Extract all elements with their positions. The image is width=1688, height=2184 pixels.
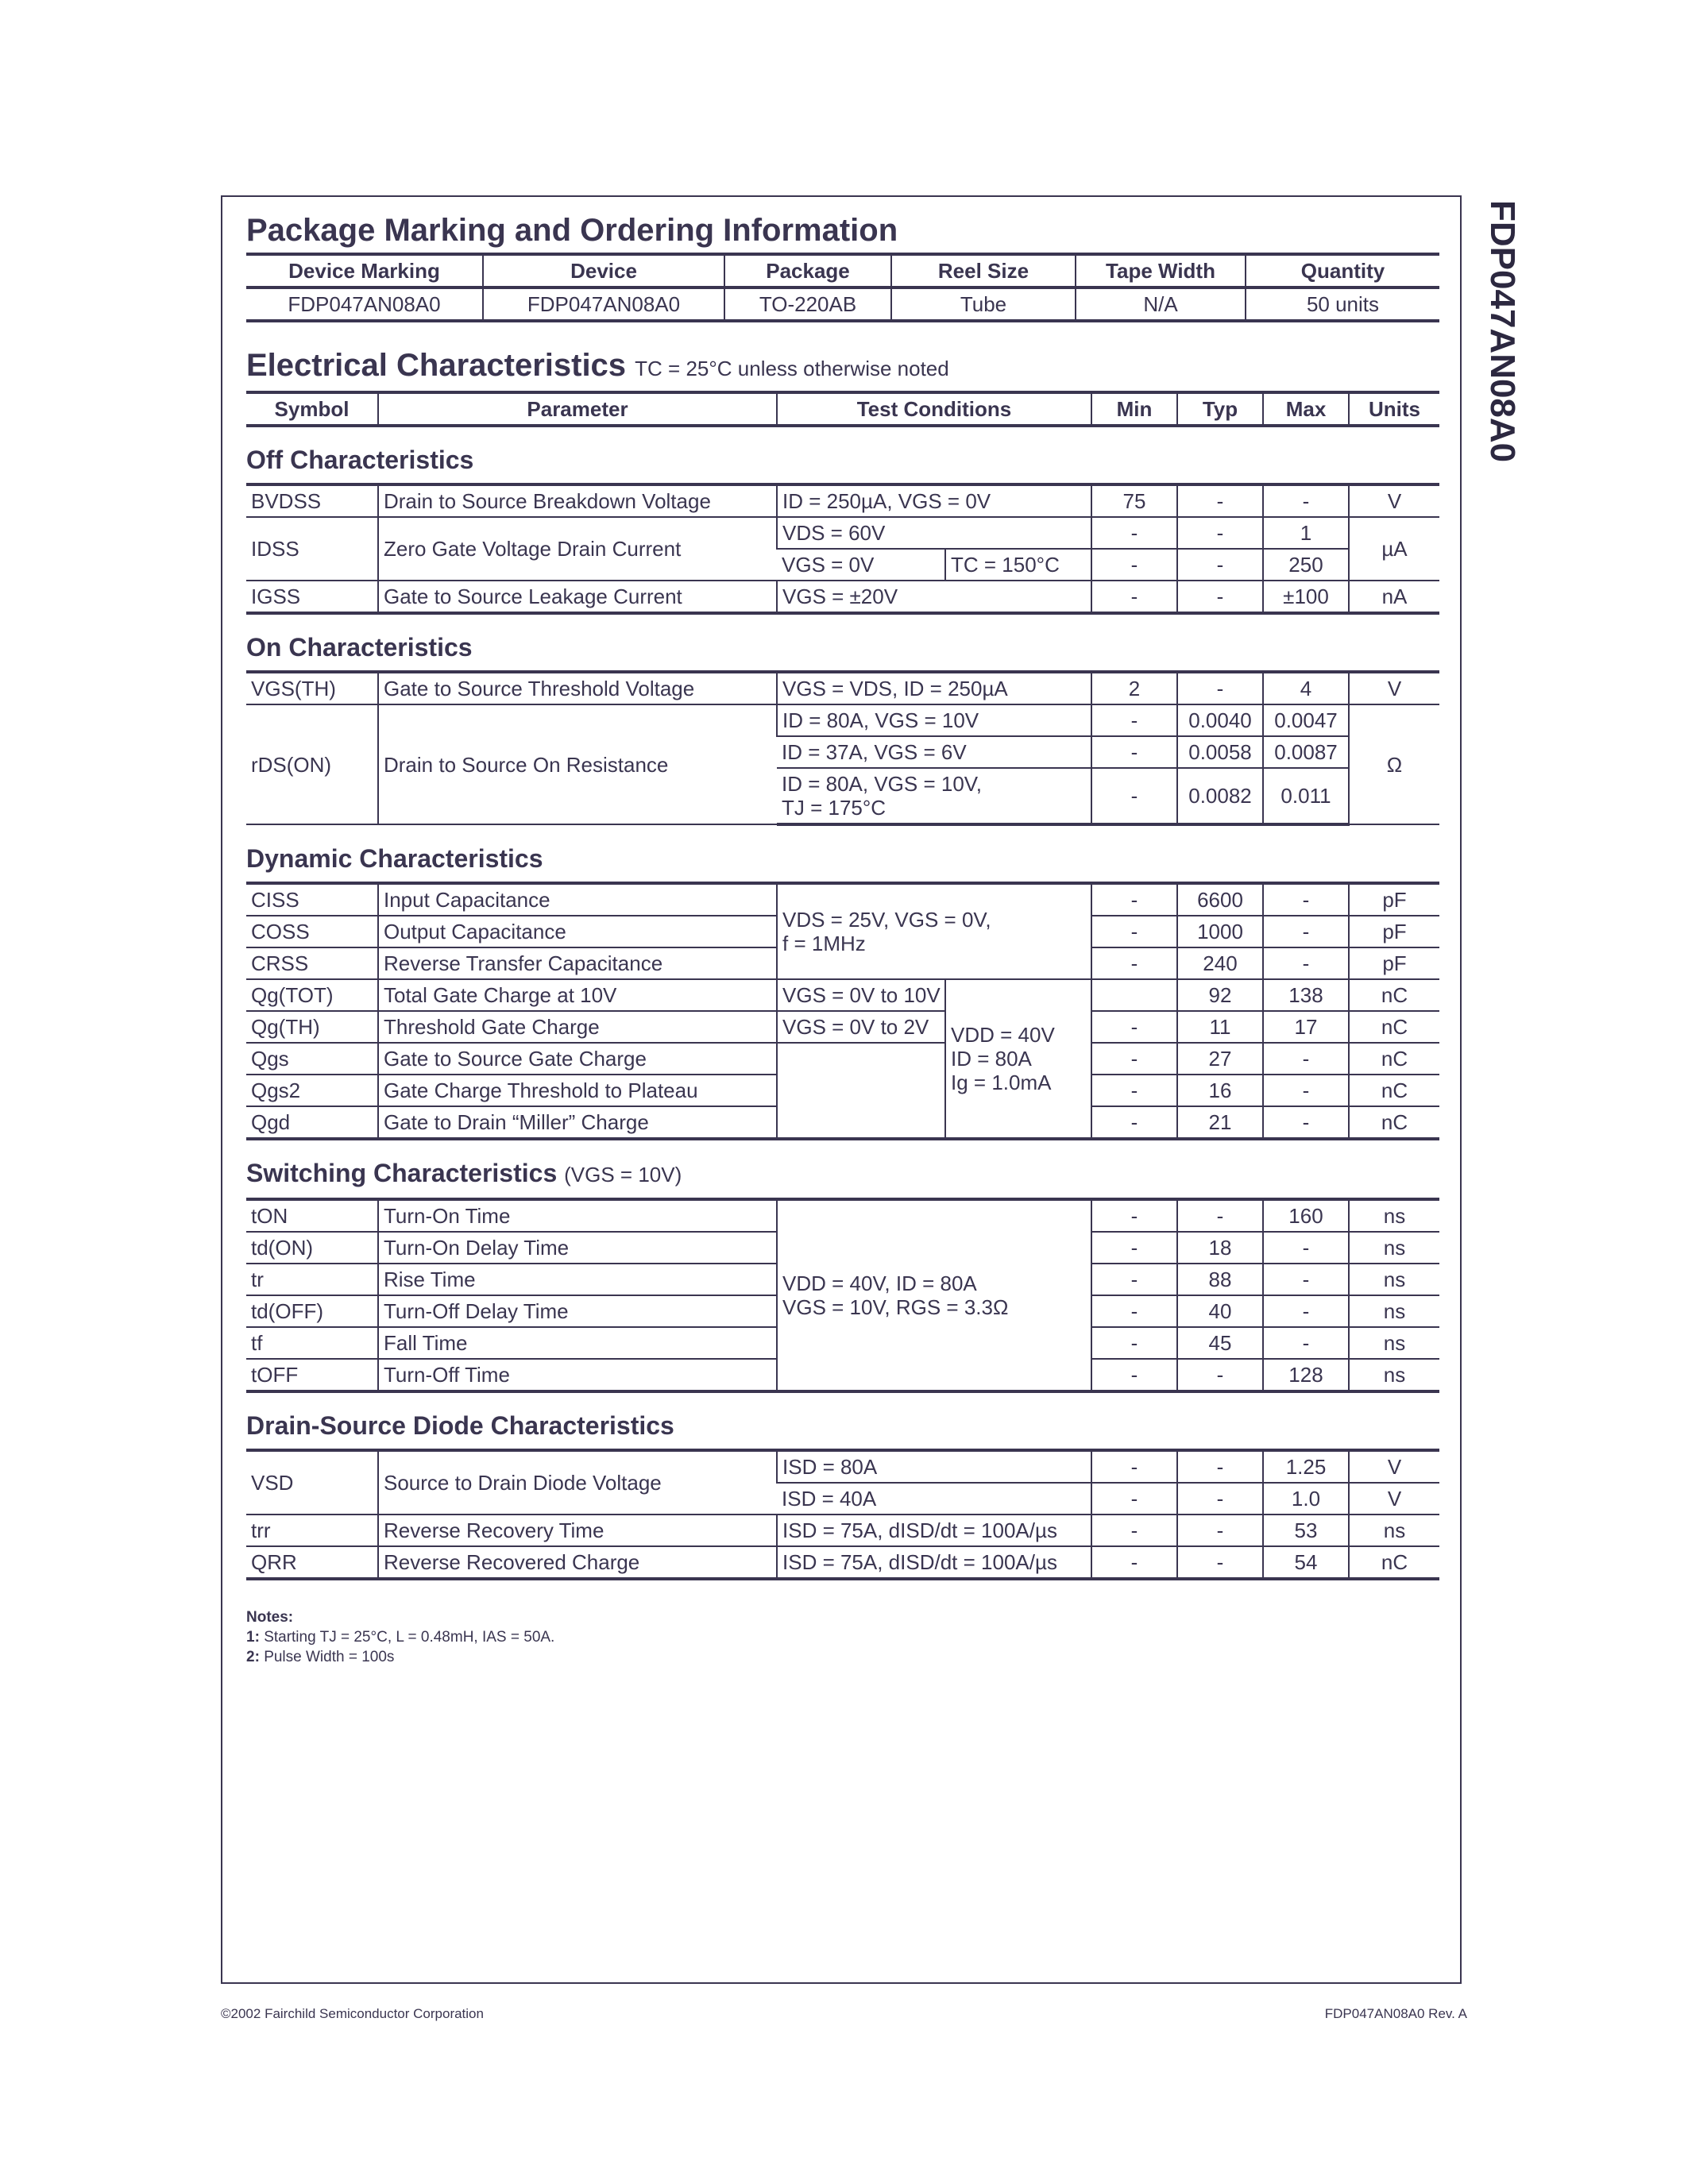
typ: -: [1177, 484, 1263, 517]
unit: V: [1349, 672, 1439, 704]
note-2-text: Pulse Width = 100s: [264, 1649, 395, 1665]
typ: -: [1177, 1515, 1263, 1546]
package-table: [246, 253, 1439, 322]
condition: ISD = 80A: [777, 1450, 1091, 1483]
header-device-marking: Device Marking: [246, 254, 483, 287]
max: -: [1263, 484, 1349, 517]
unit: ns: [1349, 1199, 1439, 1232]
min: -: [1091, 1483, 1177, 1515]
min: -: [1091, 1011, 1177, 1043]
typ: -: [1177, 672, 1263, 704]
min: -: [1091, 768, 1177, 824]
max: -: [1263, 1106, 1349, 1139]
condition-qgtot: VGS = 0V to 10V: [777, 979, 945, 1011]
typ: 45: [1177, 1327, 1263, 1359]
condition: VGS = 0V: [777, 549, 945, 581]
cell-package: TO-220AB: [724, 287, 891, 321]
typ: 21: [1177, 1106, 1263, 1139]
symbol: tr: [246, 1264, 378, 1295]
min: -: [1091, 581, 1177, 613]
min: -: [1091, 1043, 1177, 1075]
min: -: [1091, 883, 1177, 916]
condition-switching: VDD = 40V, ID = 80A VGS = 10V, RGS = 3.3Ω: [777, 1199, 1091, 1391]
parameter: Rise Time: [378, 1264, 777, 1295]
symbol: QRR: [246, 1546, 378, 1579]
unit: ns: [1349, 1327, 1439, 1359]
unit: ns: [1349, 1295, 1439, 1327]
unit: nC: [1349, 1075, 1439, 1106]
unit: Ω: [1349, 704, 1439, 824]
row-vgsth: [246, 672, 1439, 704]
parameter: Source to Drain Diode Voltage: [378, 1450, 777, 1515]
max: 54: [1263, 1546, 1349, 1579]
typ: 0.0082: [1177, 768, 1263, 824]
elec-title-text: Electrical Characteristics: [246, 348, 627, 383]
max: ±100: [1263, 581, 1349, 613]
condition: VGS = ±20V: [777, 581, 1091, 613]
unit: nA: [1349, 581, 1439, 613]
parameter: Threshold Gate Charge: [378, 1011, 777, 1043]
switching-title-text: Switching Characteristics: [246, 1159, 558, 1187]
max: 4: [1263, 672, 1349, 704]
cell-device: FDP047AN08A0: [483, 287, 724, 321]
min: -: [1091, 916, 1177, 947]
symbol: CISS: [246, 883, 378, 916]
min: 75: [1091, 484, 1177, 517]
row-qrr: [246, 1546, 1439, 1579]
unit: nC: [1349, 1011, 1439, 1043]
header-typ: Typ: [1177, 392, 1263, 426]
condition: ID = 250µA, VGS = 0V: [777, 484, 1091, 517]
note-1-text: Starting TJ = 25°C, L = 0.48mH, IAS = 50A.: [264, 1629, 555, 1646]
unit: pF: [1349, 916, 1439, 947]
datasheet-content: [246, 208, 1439, 1667]
typ: 92: [1177, 979, 1263, 1011]
notes: [246, 1607, 1439, 1667]
symbol: Qg(TOT): [246, 979, 378, 1011]
switching-note: (VGS = 10V): [564, 1163, 682, 1187]
max: -: [1263, 1264, 1349, 1295]
typ: 6600: [1177, 883, 1263, 916]
typ: 18: [1177, 1232, 1263, 1264]
parameter: Input Capacitance: [378, 883, 777, 916]
typ: -: [1177, 549, 1263, 581]
typ: -: [1177, 1359, 1263, 1391]
min: -: [1091, 1546, 1177, 1579]
unit: V: [1349, 1483, 1439, 1515]
switching-title: [246, 1155, 1439, 1193]
dynamic-table: [246, 882, 1439, 1140]
elec-header-table: [246, 391, 1439, 427]
unit: ns: [1349, 1232, 1439, 1264]
max: 53: [1263, 1515, 1349, 1546]
cell-quantity: 50 units: [1246, 287, 1439, 321]
typ: 0.0040: [1177, 704, 1263, 736]
header-symbol: Symbol: [246, 392, 378, 426]
condition-gate-charge: VDD = 40V ID = 80A Ig = 1.0mA: [945, 979, 1091, 1139]
row-ciss: [246, 883, 1439, 916]
header-max: Max: [1263, 392, 1349, 426]
condition: ID = 37A, VGS = 6V: [777, 736, 1091, 768]
cell-device-marking: FDP047AN08A0: [246, 287, 483, 321]
typ: -: [1177, 1450, 1263, 1483]
max: 0.0087: [1263, 736, 1349, 768]
header-reel-size: Reel Size: [891, 254, 1076, 287]
typ: 40: [1177, 1295, 1263, 1327]
symbol: CRSS: [246, 947, 378, 979]
max: -: [1263, 1295, 1349, 1327]
typ: -: [1177, 517, 1263, 549]
note-1-number: 1:: [246, 1629, 260, 1646]
min: [1091, 979, 1177, 1011]
unit: nC: [1349, 1043, 1439, 1075]
unit: nC: [1349, 1546, 1439, 1579]
typ: 11: [1177, 1011, 1263, 1043]
min: -: [1091, 1327, 1177, 1359]
max: -: [1263, 916, 1349, 947]
typ: 1000: [1177, 916, 1263, 947]
typ: 16: [1177, 1075, 1263, 1106]
condition-capacitance: VDS = 25V, VGS = 0V, f = 1MHz: [777, 883, 1091, 979]
unit: ns: [1349, 1359, 1439, 1391]
min: -: [1091, 1295, 1177, 1327]
row-trr: [246, 1515, 1439, 1546]
header-test-conditions: Test Conditions: [777, 392, 1091, 426]
min: -: [1091, 704, 1177, 736]
dynamic-title: Dynamic Characteristics: [246, 844, 543, 873]
symbol: COSS: [246, 916, 378, 947]
parameter: Turn-Off Delay Time: [378, 1295, 777, 1327]
condition: ISD = 75A, dISD/dt = 100A/µs: [777, 1546, 1091, 1579]
typ: -: [1177, 581, 1263, 613]
max: -: [1263, 1043, 1349, 1075]
diode-title: Drain-Source Diode Characteristics: [246, 1411, 674, 1440]
typ: 88: [1177, 1264, 1263, 1295]
row-rds-1: [246, 704, 1439, 736]
max: 160: [1263, 1199, 1349, 1232]
elec-note: TC = 25°C unless otherwise noted: [635, 357, 949, 380]
parameter: Reverse Recovery Time: [378, 1515, 777, 1546]
typ: -: [1177, 1546, 1263, 1579]
max: 0.011: [1263, 768, 1349, 824]
parameter: Reverse Recovered Charge: [378, 1546, 777, 1579]
symbol: Qgs2: [246, 1075, 378, 1106]
min: 2: [1091, 672, 1177, 704]
elec-header-row: [246, 392, 1439, 426]
max: -: [1263, 1327, 1349, 1359]
note-2: [246, 1647, 1439, 1667]
unit: V: [1349, 1450, 1439, 1483]
symbol: rDS(ON): [246, 704, 378, 824]
typ: 240: [1177, 947, 1263, 979]
on-table: [246, 670, 1439, 826]
row-idss-1: [246, 517, 1439, 549]
package-row: [246, 287, 1439, 321]
condition-qgth: VGS = 0V to 2V: [777, 1011, 945, 1043]
parameter: Drain to Source On Resistance: [378, 704, 777, 824]
typ: 27: [1177, 1043, 1263, 1075]
switching-table: [246, 1198, 1439, 1393]
footer-revision: FDP047AN08A0 Rev. A: [1324, 2006, 1467, 2021]
max: 17: [1263, 1011, 1349, 1043]
footer-copyright: ©2002 Fairchild Semiconductor Corporation: [221, 2006, 484, 2021]
symbol: VSD: [246, 1450, 378, 1515]
symbol: td(OFF): [246, 1295, 378, 1327]
min: -: [1091, 1199, 1177, 1232]
typ: -: [1177, 1483, 1263, 1515]
max: 1.25: [1263, 1450, 1349, 1483]
header-parameter: Parameter: [378, 392, 777, 426]
parameter: Output Capacitance: [378, 916, 777, 947]
unit: nC: [1349, 979, 1439, 1011]
typ: 0.0058: [1177, 736, 1263, 768]
min: -: [1091, 517, 1177, 549]
header-units: Units: [1349, 392, 1439, 426]
unit: µA: [1349, 517, 1439, 581]
symbol: tON: [246, 1199, 378, 1232]
symbol: Qgd: [246, 1106, 378, 1139]
min: -: [1091, 1232, 1177, 1264]
min: -: [1091, 736, 1177, 768]
max: 0.0047: [1263, 704, 1349, 736]
unit: ns: [1349, 1515, 1439, 1546]
condition-empty: [777, 1043, 945, 1139]
parameter: Gate to Drain “Miller” Charge: [378, 1106, 777, 1139]
row-vsd-1: [246, 1450, 1439, 1483]
row-igss: [246, 581, 1439, 613]
header-quantity: Quantity: [1246, 254, 1439, 287]
parameter: Gate Charge Threshold to Plateau: [378, 1075, 777, 1106]
min: -: [1091, 1359, 1177, 1391]
symbol: trr: [246, 1515, 378, 1546]
parameter: Turn-Off Time: [378, 1359, 777, 1391]
row-qgs: [246, 1043, 1439, 1075]
package-title: Package Marking and Ordering Information: [246, 213, 898, 248]
side-title: FDP047AN08A0: [1483, 200, 1522, 463]
parameter: Total Gate Charge at 10V: [378, 979, 777, 1011]
symbol: IDSS: [246, 517, 378, 581]
min: -: [1091, 947, 1177, 979]
symbol: Qg(TH): [246, 1011, 378, 1043]
condition: ID = 80A, VGS = 10V, TJ = 175°C: [777, 768, 1091, 824]
off-title: Off Characteristics: [246, 446, 474, 474]
max: -: [1263, 1232, 1349, 1264]
package-header-row: [246, 254, 1439, 287]
parameter: Drain to Source Breakdown Voltage: [378, 484, 777, 517]
max: 1.0: [1263, 1483, 1349, 1515]
row-ton: [246, 1199, 1439, 1232]
row-bvdss: [246, 484, 1439, 517]
max: 128: [1263, 1359, 1349, 1391]
parameter: Gate to Source Leakage Current: [378, 581, 777, 613]
symbol: tf: [246, 1327, 378, 1359]
parameter: Zero Gate Voltage Drain Current: [378, 517, 777, 581]
off-table: [246, 483, 1439, 615]
on-title: On Characteristics: [246, 633, 473, 662]
max: 1: [1263, 517, 1349, 549]
row-qgtot: [246, 979, 1439, 1011]
header-package: Package: [724, 254, 891, 287]
max: -: [1263, 883, 1349, 916]
min: -: [1091, 1264, 1177, 1295]
symbol: BVDSS: [246, 484, 378, 517]
row-qgth: [246, 1011, 1439, 1043]
parameter: Gate to Source Threshold Voltage: [378, 672, 777, 704]
typ: -: [1177, 1199, 1263, 1232]
symbol: tOFF: [246, 1359, 378, 1391]
min: -: [1091, 1450, 1177, 1483]
min: -: [1091, 549, 1177, 581]
symbol: td(ON): [246, 1232, 378, 1264]
parameter: Reverse Transfer Capacitance: [378, 947, 777, 979]
notes-title: Notes:: [246, 1609, 294, 1626]
note-2-number: 2:: [246, 1649, 260, 1665]
cell-reel-size: Tube: [891, 287, 1076, 321]
diode-table: [246, 1449, 1439, 1580]
elec-title: [246, 343, 1439, 391]
min: -: [1091, 1075, 1177, 1106]
max: -: [1263, 1075, 1349, 1106]
note-1: [246, 1627, 1439, 1647]
unit: pF: [1349, 947, 1439, 979]
parameter: Turn-On Delay Time: [378, 1232, 777, 1264]
max: 138: [1263, 979, 1349, 1011]
header-device: Device: [483, 254, 724, 287]
unit: nC: [1349, 1106, 1439, 1139]
header-min: Min: [1091, 392, 1177, 426]
condition: ISD = 40A: [777, 1483, 1091, 1515]
condition: VDS = 60V: [777, 517, 1091, 549]
symbol: Qgs: [246, 1043, 378, 1075]
parameter: Turn-On Time: [378, 1199, 777, 1232]
unit: V: [1349, 484, 1439, 517]
symbol: VGS(TH): [246, 672, 378, 704]
min: -: [1091, 1515, 1177, 1546]
cell-tape-width: N/A: [1076, 287, 1246, 321]
max: -: [1263, 947, 1349, 979]
header-tape-width: Tape Width: [1076, 254, 1246, 287]
condition: ISD = 75A, dISD/dt = 100A/µs: [777, 1515, 1091, 1546]
condition-temp: TC = 150°C: [945, 549, 1091, 581]
parameter: Fall Time: [378, 1327, 777, 1359]
unit: ns: [1349, 1264, 1439, 1295]
symbol: IGSS: [246, 581, 378, 613]
condition: ID = 80A, VGS = 10V: [777, 704, 1091, 736]
min: -: [1091, 1106, 1177, 1139]
parameter: Gate to Source Gate Charge: [378, 1043, 777, 1075]
max: 250: [1263, 549, 1349, 581]
unit: pF: [1349, 883, 1439, 916]
condition: VGS = VDS, ID = 250µA: [777, 672, 1091, 704]
